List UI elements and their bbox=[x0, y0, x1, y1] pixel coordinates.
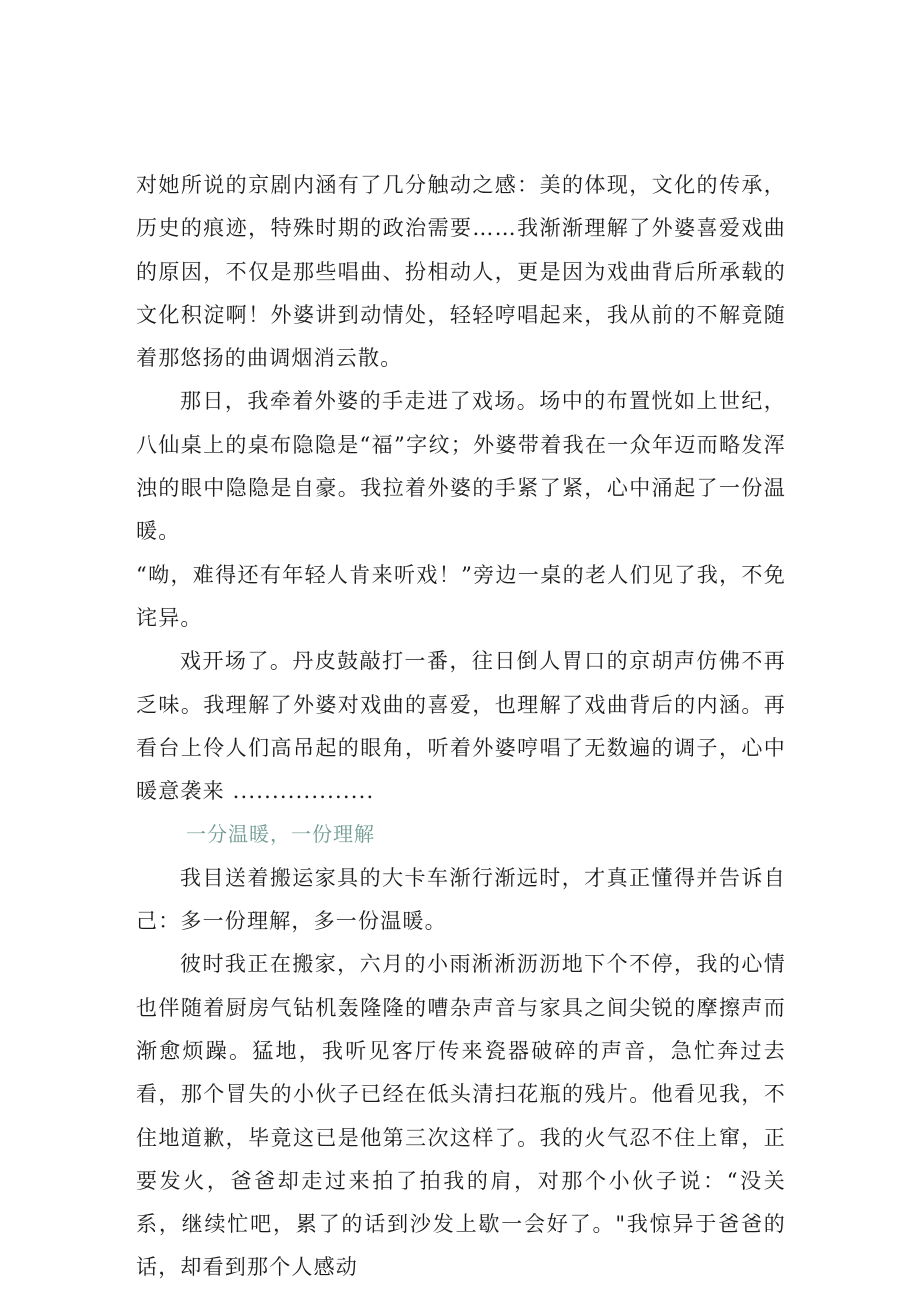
document-body bbox=[136, 164, 786, 1290]
paragraph-continued: 对她所说的京剧内涵有了几分触动之感：美的体现，文化的传承，历史的痕迹，特殊时期的政治需要……我渐渐理解了外婆喜爱戏曲的原因，不仅是那些唱曲、扮相动人，更是因为戏曲背后所承载的文化积淀啊！外婆讲到动情处，轻轻哼唱起来，我从前的不解竟随着那悠扬的曲调烟消云散。 bbox=[136, 173, 786, 371]
paragraph-moving-truck: 我目送着搬运家具的大卡车渐行渐远时，才真正懂得并告诉自己：多一份理解，多一份温暖。 bbox=[136, 865, 786, 934]
section-heading: 一分温暖，一份理解 bbox=[186, 822, 375, 847]
paragraph-show-begins: 戏开场了。丹皮鼓敲打一番，往日倒人胃口的京胡声仿佛不再乏味。我理解了外婆对戏曲的喜爱，也理解了戏曲背后的内涵。再看台上伶人们高吊起的眼角，听着外婆哼唱了无数遍的调子，心中暖意袭来 .................. bbox=[136, 649, 786, 804]
paragraph-theater-visit: 那日，我牵着外婆的手走进了戏场。场中的布置恍如上世纪，八仙桌上的桌布隐隐是“福”字纹；外婆带着我在一众年迈而略发浑浊的眼中隐隐是自豪。我拉着外婆的手紧了紧，心中涌起了一份温暖。 bbox=[136, 389, 786, 544]
paragraph-elder-remark: “呦，难得还有年轻人肯来听戏！”旁边一桌的老人们见了我，不免诧异。 bbox=[136, 562, 786, 630]
paragraph-moving-day: 彼时我正在搬家，六月的小雨淅淅沥沥地下个不停，我的心情也伴随着厨房气钻机轰隆隆的嘈杂声音与家具之间尖锐的摩擦声而渐愈烦躁。猛地，我听见客厅传来瓷器破碎的声音，急忙奔过去看，那个冒失的小伙子已经在低头清扫花瓶的残片。他看见我，不住地道歉，毕竟这已是他第三次这样了。我的火气忍不住上窜，正要发火，爸爸却走过来拍了拍我的肩，对那个小伙子说：“没关系，继续忙吧，累了的话到沙发上歇一会好了。"我惊异于爸爸的话，却看到那个人感动 bbox=[136, 952, 786, 1280]
